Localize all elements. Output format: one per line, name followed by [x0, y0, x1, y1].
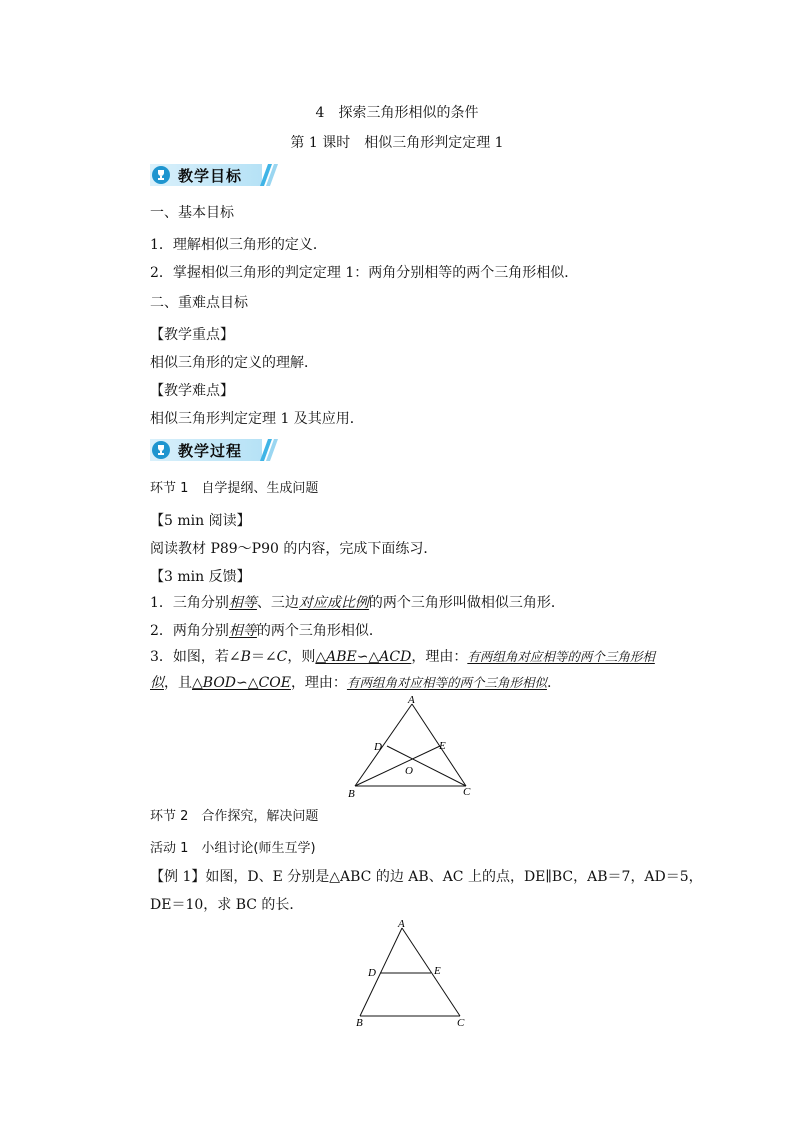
- activity-title: 活动 1 小组讨论(师生互学): [150, 841, 316, 856]
- goals-basic-heading: 一、基本目标: [150, 205, 234, 221]
- q2-text: 2．两角分别: [150, 623, 229, 639]
- q3-text: ，且: [164, 675, 192, 691]
- section-banner-process: [150, 439, 270, 461]
- q3-text: ＝∠: [250, 649, 277, 665]
- q3-text: 3．如图，若∠: [150, 649, 241, 665]
- question-3-line-2: [150, 674, 551, 692]
- q1-answer-2: 对应成比例: [298, 595, 369, 611]
- q1-text: 的两个三角形叫做相似三角形．: [368, 595, 565, 611]
- difficulty-label: 【教学难点】: [150, 383, 234, 399]
- banner-label: 教学目标: [178, 167, 243, 185]
- question-3-line-1: [150, 648, 655, 666]
- label-o: O: [405, 765, 413, 777]
- figure-triangle-abc-parallel: [348, 918, 472, 1030]
- label-a: A: [408, 694, 415, 706]
- label-d: D: [368, 967, 376, 979]
- label-b: B: [356, 1017, 363, 1029]
- q3-answer-3: △BOD∽△COE: [192, 675, 291, 691]
- q1-text: 、三边: [256, 595, 299, 611]
- chapter-title: 4 探索三角形相似的条件: [315, 105, 479, 121]
- q3-var: C: [276, 649, 288, 665]
- banner-label: 教学过程: [178, 442, 243, 460]
- label-d: D: [374, 741, 382, 753]
- q2-answer: 相等: [228, 623, 257, 639]
- section2-title: 环节 2 合作探究，解决问题: [150, 809, 319, 824]
- q3-text: ，理由：: [290, 675, 347, 691]
- q3-text: .: [546, 675, 552, 691]
- label-a: A: [398, 918, 405, 930]
- q3-answer-4: 有两组角对应相等的两个三角形相似: [346, 675, 547, 690]
- q3-text: ，则: [287, 649, 316, 665]
- figure-triangle-abc-crossed: [342, 694, 477, 800]
- goal-item-2: 2．掌握相似三角形的判定定理 1：两角分别相等的两个三角形相似．: [150, 265, 579, 281]
- lesson-title: 第 1 课时 相似三角形判定定理 1: [290, 135, 504, 151]
- label-c: C: [463, 786, 471, 798]
- label-e: E: [434, 965, 441, 977]
- example-1-line-2: DE＝10，求 BC 的长．: [150, 897, 304, 913]
- question-1: [150, 594, 565, 612]
- section-banner-goals: [150, 164, 270, 186]
- read-text: 阅读教材 P89～P90 的内容，完成下面练习．: [150, 541, 438, 557]
- question-2: [150, 622, 383, 640]
- goal-item-1: 1．理解相似三角形的定义．: [150, 237, 327, 253]
- q3-var: B: [240, 649, 251, 665]
- q3-text: ，理由：: [411, 649, 468, 665]
- trophy-icon: [152, 441, 170, 459]
- label-b: B: [348, 788, 355, 800]
- q3-answer-2: 有两组角对应相等的两个三角形相: [467, 649, 655, 664]
- label-c: C: [457, 1017, 465, 1029]
- q1-answer-1: 相等: [228, 595, 257, 611]
- q3-answer-1: △ABE∽△ACD: [315, 649, 412, 665]
- feedback-label: 【3 min 反馈】: [150, 569, 251, 585]
- difficulty-text: 相似三角形判定定理 1 及其应用．: [150, 411, 364, 427]
- q2-text: 的两个三角形相似．: [256, 623, 383, 639]
- example-label: 【例 1】: [150, 869, 206, 885]
- q1-text: 1．三角分别: [150, 595, 229, 611]
- read-label: 【5 min 阅读】: [150, 513, 251, 529]
- focus-text: 相似三角形的定义的理解．: [150, 355, 318, 371]
- example-1-line-1: [150, 868, 703, 886]
- label-e: E: [439, 740, 446, 752]
- trophy-icon: [152, 166, 170, 184]
- goals-key-heading: 二、重难点目标: [150, 295, 248, 311]
- section1-title: 环节 1 自学提纲、生成问题: [150, 481, 319, 496]
- example-text: 如图，D、E 分别是△ABC 的边 AB、AC 上的点，DE∥BC，AB＝7，AD＝5，: [205, 869, 703, 885]
- q3-answer-2-cont: 似: [150, 675, 164, 691]
- focus-label: 【教学重点】: [150, 327, 234, 343]
